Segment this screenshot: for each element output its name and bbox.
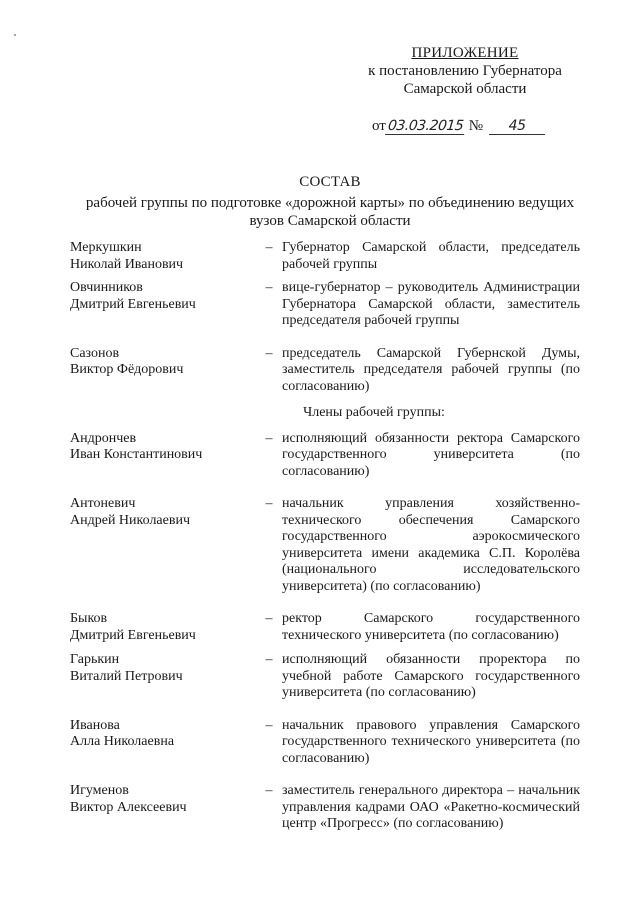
member-given-name: Дмитрий Евгеньевич — [70, 296, 196, 312]
member-role: ректор Самарского государственного технического университета (по согласованию) — [282, 611, 580, 643]
roster-entry — [70, 783, 580, 833]
member-surname: Овчинников — [70, 280, 143, 295]
roster-entry — [70, 496, 580, 595]
member-role: вице-губернатор – руководитель Администрации Губернатора Самарской области, заместитель председателя рабочей группы — [282, 280, 580, 328]
dash: – — [265, 717, 273, 733]
dash: – — [265, 783, 273, 798]
dash: – — [265, 611, 273, 626]
appendix-block — [340, 44, 590, 98]
member-role: исполняющий обязанности ректора Самарского государственного университета (по согласованию) — [282, 430, 580, 479]
roster — [70, 240, 580, 833]
from-label: от — [372, 118, 386, 134]
roster-entry — [70, 346, 580, 396]
dash: – — [265, 240, 273, 255]
dash: – — [265, 652, 273, 667]
member-role: начальник правового управления Самарского государственного технического университета (по согласованию) — [282, 717, 580, 766]
member-surname: Меркушкин — [70, 240, 142, 255]
member-name — [70, 783, 256, 833]
roster-entry — [70, 280, 580, 330]
member-name — [70, 346, 256, 396]
member-surname: Иванова — [70, 717, 120, 733]
member-role: начальник управления хозяйственно-технического обеспечения Самарского государственного аэрокосмического университета имени академика С.П. Королёва (национального исследовательского университета) (по согласованию) — [282, 496, 580, 594]
appendix-line-2: к постановлению Губернатора — [368, 63, 562, 79]
appendix-title: ПРИЛОЖЕНИЕ — [411, 45, 519, 61]
member-role: председатель Самарской Губернской Думы, заместитель председателя рабочей группы (по согласованию) — [282, 345, 580, 394]
member-surname: Быков — [70, 611, 108, 626]
member-given-name: Алла Николаевна — [70, 734, 175, 749]
members-heading: Члены рабочей группы: — [303, 405, 445, 420]
member-name — [70, 431, 256, 481]
dash: – — [265, 280, 273, 295]
dash: – — [265, 345, 273, 361]
member-given-name: Иван Константинович — [70, 447, 203, 462]
roster-entry — [70, 431, 580, 481]
member-name — [70, 280, 256, 330]
member-given-name: Виктор Фёдорович — [70, 362, 184, 377]
member-name — [70, 240, 256, 273]
member-role: Губернатор Самарской области, председатель рабочей группы — [282, 240, 580, 272]
dash: – — [265, 496, 273, 511]
member-name — [70, 496, 256, 595]
member-surname: Андрончев — [70, 430, 137, 446]
member-name — [70, 718, 256, 768]
member-given-name: Виктор Алексеевич — [70, 799, 187, 815]
member-given-name: Виталий Петрович — [70, 668, 183, 684]
document-subtitle-line-1: рабочей группы по подготовке «дорожной карты» по объединению ведущих — [85, 195, 575, 211]
document-heading — [60, 173, 600, 230]
member-surname: Игуменов — [70, 783, 129, 798]
member-role: заместитель генерального директора – начальник управления кадрами ОАО «Ракетно-космический центр «Прогресс» (по согласованию) — [282, 783, 580, 831]
member-given-name: Дмитрий Евгеньевич — [70, 627, 196, 643]
date-number-line — [372, 116, 545, 136]
appendix-line-3: Самарской области — [403, 81, 527, 97]
roster-entry — [70, 611, 580, 644]
handwritten-number: 45 — [489, 118, 545, 135]
member-surname: Сазонов — [70, 345, 120, 361]
member-name — [70, 652, 256, 702]
member-given-name: Николай Иванович — [70, 256, 184, 272]
document-title: СОСТАВ — [299, 174, 361, 190]
member-surname: Гарькин — [70, 652, 120, 667]
member-surname: Антоневич — [70, 496, 136, 511]
member-role: исполняющий обязанности проректора по учебной работе Самарского государственного университета (по согласованию) — [282, 652, 580, 700]
scan-speck — [14, 34, 16, 36]
document-subtitle-line-2: вузов Самарской области — [249, 213, 411, 229]
member-given-name: Андрей Николаевич — [70, 512, 190, 528]
roster-entry — [70, 718, 580, 768]
number-label: № — [468, 118, 484, 134]
roster-entry — [70, 240, 580, 273]
roster-entry — [70, 652, 580, 702]
member-name — [70, 611, 256, 644]
dash: – — [265, 430, 273, 446]
handwritten-date: 03.03.2015 — [385, 118, 466, 135]
